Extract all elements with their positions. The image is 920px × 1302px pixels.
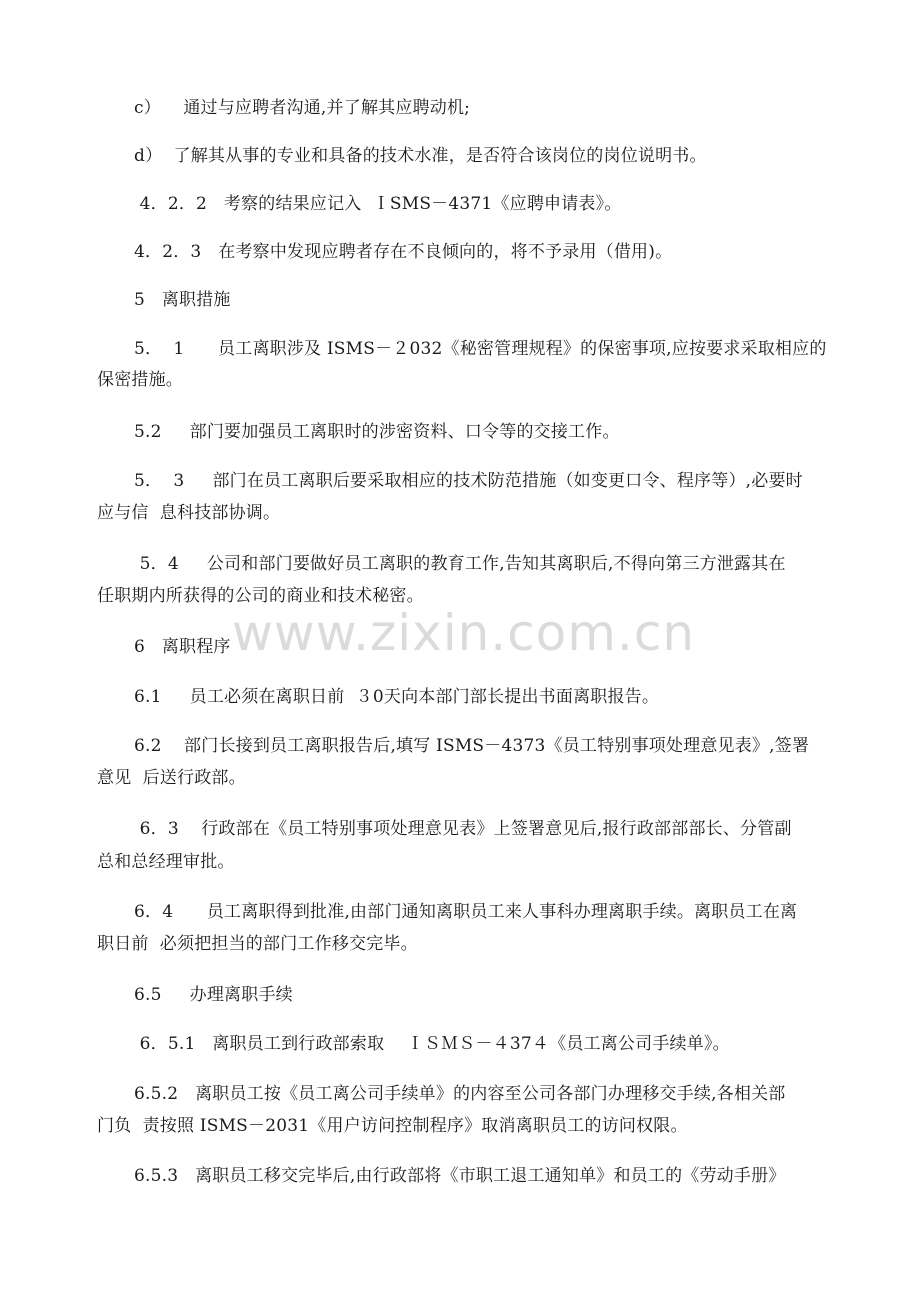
text-line: 保密措施。 [97, 370, 183, 390]
text-line: 6．4 员工离职得到批准,由部门通知离职员工来人事科办理离职手续。离职员工在离 [134, 902, 798, 922]
text-line: 5.2 部门要加强员工离职时的涉密资料、口令等的交接工作。 [134, 422, 620, 442]
text-line: 4．2．3 在考察中发现应聘者存在不良倾向的，将不予录用（借用)。 [134, 242, 673, 262]
text-line: 6．5.1 离职员工到行政部索取 ＩＳＭＳ－４37４《员工离公司手续单》。 [134, 1034, 730, 1054]
text-line: 职日前 必须把担当的部门工作移交完毕。 [97, 934, 418, 954]
text-line: 6.5.3 离职员工移交完毕后,由行政部将《市职工退工通知单》和员工的《劳动手册》 [134, 1166, 786, 1186]
text-line: 6.1 员工必须在离职日前 ３0天向本部门部长提出书面离职报告。 [134, 687, 660, 707]
text-line: 6.5.2 离职员工按《员工离公司手续单》的内容至公司各部门办理移交手续,各相关部 [134, 1084, 786, 1104]
text-line: d） 了解其从事的专业和具备的技术水准，是否符合该岗位的岗位说明书。 [134, 146, 707, 166]
section-heading: 6 离职程序 [134, 637, 231, 657]
text-line: 4．2．2 考察的结果应记入 ＩSMS－4371《应聘申请表》。 [134, 194, 622, 214]
subsection-heading: 6.5 办理离职手续 [134, 985, 293, 1005]
text-line: 门负 责按照 ISMS－2031《用户访问控制程序》取消离职员工的访问权限。 [97, 1116, 688, 1136]
text-line: 5． 3 部门在员工离职后要采取相应的技术防范措施（如变更口令、程序等）,必要时 [134, 471, 803, 491]
text-line: 应与信 息科技部协调。 [97, 503, 281, 523]
text-line: 意见 后送行政部。 [97, 768, 246, 788]
text-line: c） 通过与应聘者沟通,并了解其应聘动机; [134, 98, 471, 118]
text-line: 6．3 行政部在《员工特别事项处理意见表》上签署意见后,报行政部部部长、分管副 [134, 819, 792, 839]
text-line: 任职期内所获得的公司的商业和技术秘密。 [97, 586, 424, 606]
text-line: 5． 1 员工离职涉及 ISMS－２032《秘密管理规程》的保密事项,应按要求采取相应的 [134, 339, 827, 359]
text-line: 5．4 公司和部门要做好员工离职的教育工作,告知其离职后,不得向第三方泄露其在 [134, 554, 786, 574]
text-line: 总和总经理审批。 [97, 852, 235, 872]
section-heading: 5 离职措施 [134, 290, 231, 310]
watermark-text: www.zixin.com.cn [232, 604, 696, 662]
text-line: 6.2 部门长接到员工离职报告后,填写 ISMS－4373《员工特别事项处理意见表》,签署 [134, 736, 810, 756]
